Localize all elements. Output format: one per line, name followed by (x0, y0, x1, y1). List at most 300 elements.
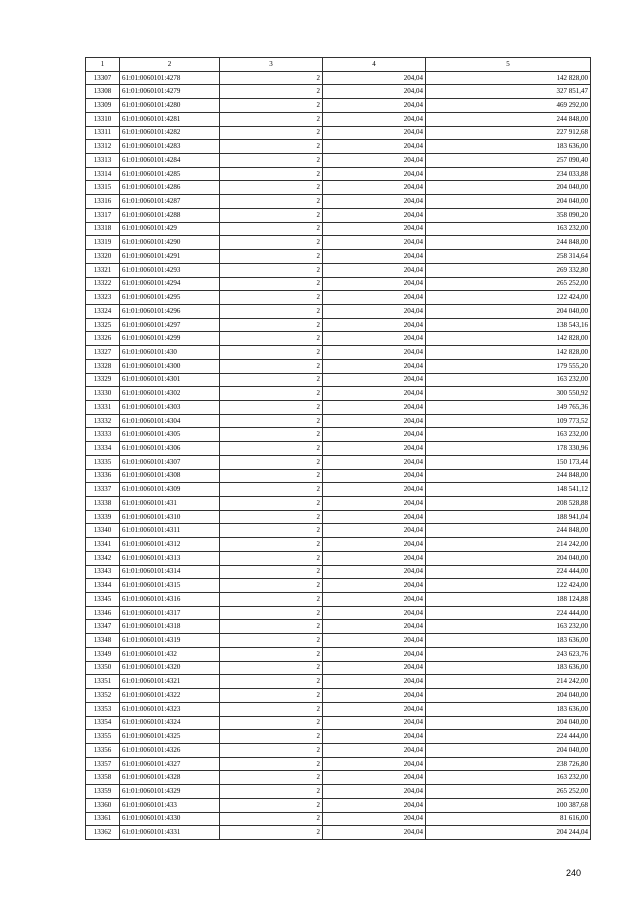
count-cell: 2 (220, 469, 323, 483)
count-cell: 2 (220, 263, 323, 277)
row-number-cell: 13336 (86, 469, 120, 483)
cadastral-number-cell: 61:01:0060101:4294 (120, 277, 220, 291)
cadastral-number-cell: 61:01:0060101:4293 (120, 263, 220, 277)
area-cell: 204,04 (323, 661, 426, 675)
row-number-cell: 13335 (86, 455, 120, 469)
row-number-cell: 13310 (86, 112, 120, 126)
count-cell: 2 (220, 538, 323, 552)
header-col-2: 2 (120, 58, 220, 72)
cadastral-number-cell: 61:01:0060101:4311 (120, 524, 220, 538)
area-cell: 204,04 (323, 812, 426, 826)
cadastral-number-cell: 61:01:0060101:4308 (120, 469, 220, 483)
area-cell: 204,04 (323, 304, 426, 318)
value-cell: 244 848,00 (426, 236, 591, 250)
data-table (85, 57, 591, 840)
count-cell: 2 (220, 140, 323, 154)
value-cell: 257 090,40 (426, 154, 591, 168)
header-col-4: 4 (323, 58, 426, 72)
value-cell: 214 242,00 (426, 538, 591, 552)
row-number-cell: 13314 (86, 167, 120, 181)
row-number-cell: 13319 (86, 236, 120, 250)
count-cell: 2 (220, 442, 323, 456)
count-cell: 2 (220, 236, 323, 250)
area-cell: 204,04 (323, 277, 426, 291)
table-row (86, 400, 591, 414)
value-cell: 244 848,00 (426, 469, 591, 483)
row-number-cell: 13340 (86, 524, 120, 538)
table-row (86, 140, 591, 154)
count-cell: 2 (220, 565, 323, 579)
table-row (86, 716, 591, 730)
area-cell: 204,04 (323, 359, 426, 373)
cadastral-number-cell: 61:01:0060101:4322 (120, 689, 220, 703)
row-number-cell: 13347 (86, 620, 120, 634)
area-cell: 204,04 (323, 606, 426, 620)
row-number-cell: 13342 (86, 551, 120, 565)
area-cell: 204,04 (323, 346, 426, 360)
row-number-cell: 13323 (86, 291, 120, 305)
value-cell: 204 040,00 (426, 195, 591, 209)
count-cell: 2 (220, 277, 323, 291)
count-cell: 2 (220, 154, 323, 168)
row-number-cell: 13358 (86, 771, 120, 785)
count-cell: 2 (220, 250, 323, 264)
count-cell: 2 (220, 195, 323, 209)
table-row (86, 565, 591, 579)
table-row (86, 675, 591, 689)
cadastral-number-cell: 61:01:0060101:4282 (120, 126, 220, 140)
value-cell: 269 332,80 (426, 263, 591, 277)
count-cell: 2 (220, 510, 323, 524)
value-cell: 265 252,00 (426, 277, 591, 291)
table-row (86, 428, 591, 442)
value-cell: 244 848,00 (426, 524, 591, 538)
table-row (86, 208, 591, 222)
value-cell: 204 040,00 (426, 743, 591, 757)
cadastral-number-cell: 61:01:0060101:4302 (120, 387, 220, 401)
cadastral-number-cell: 61:01:0060101:4287 (120, 195, 220, 209)
area-cell: 204,04 (323, 647, 426, 661)
area-cell: 204,04 (323, 99, 426, 113)
count-cell: 2 (220, 428, 323, 442)
count-cell: 2 (220, 167, 323, 181)
value-cell: 188 124,88 (426, 593, 591, 607)
table-row (86, 455, 591, 469)
row-number-cell: 13325 (86, 318, 120, 332)
cadastral-number-cell: 61:01:0060101:4316 (120, 593, 220, 607)
cadastral-number-cell: 61:01:0060101:4285 (120, 167, 220, 181)
table-row (86, 469, 591, 483)
row-number-cell: 13343 (86, 565, 120, 579)
cadastral-number-cell: 61:01:0060101:4295 (120, 291, 220, 305)
row-number-cell: 13357 (86, 757, 120, 771)
cadastral-number-cell: 61:01:0060101:4297 (120, 318, 220, 332)
area-cell: 204,04 (323, 455, 426, 469)
count-cell: 2 (220, 359, 323, 373)
header-row (86, 58, 591, 72)
row-number-cell: 13318 (86, 222, 120, 236)
count-cell: 2 (220, 647, 323, 661)
count-cell: 2 (220, 785, 323, 799)
cadastral-number-cell: 61:01:0060101:4286 (120, 181, 220, 195)
value-cell: 122 424,00 (426, 579, 591, 593)
count-cell: 2 (220, 524, 323, 538)
count-cell: 2 (220, 332, 323, 346)
cadastral-number-cell: 61:01:0060101:4290 (120, 236, 220, 250)
area-cell: 204,04 (323, 332, 426, 346)
area-cell: 204,04 (323, 195, 426, 209)
value-cell: 183 636,00 (426, 661, 591, 675)
table-row (86, 263, 591, 277)
table-row (86, 318, 591, 332)
table-row (86, 71, 591, 85)
area-cell: 204,04 (323, 85, 426, 99)
count-cell: 2 (220, 126, 323, 140)
row-number-cell: 13350 (86, 661, 120, 675)
cadastral-number-cell: 61:01:0060101:431 (120, 497, 220, 511)
row-number-cell: 13329 (86, 373, 120, 387)
count-cell: 2 (220, 387, 323, 401)
cadastral-number-cell: 61:01:0060101:4314 (120, 565, 220, 579)
row-number-cell: 13339 (86, 510, 120, 524)
count-cell: 2 (220, 812, 323, 826)
header-col-3: 3 (220, 58, 323, 72)
value-cell: 469 292,00 (426, 99, 591, 113)
row-number-cell: 13308 (86, 85, 120, 99)
table-row (86, 250, 591, 264)
count-cell: 2 (220, 99, 323, 113)
area-cell: 204,04 (323, 757, 426, 771)
table-row (86, 414, 591, 428)
value-cell: 224 444,00 (426, 730, 591, 744)
area-cell: 204,04 (323, 826, 426, 840)
row-number-cell: 13346 (86, 606, 120, 620)
area-cell: 204,04 (323, 538, 426, 552)
cadastral-number-cell: 61:01:0060101:4317 (120, 606, 220, 620)
area-cell: 204,04 (323, 771, 426, 785)
row-number-cell: 13341 (86, 538, 120, 552)
table-body (86, 71, 591, 839)
value-cell: 224 444,00 (426, 565, 591, 579)
value-cell: 258 314,64 (426, 250, 591, 264)
row-number-cell: 13349 (86, 647, 120, 661)
table-row (86, 647, 591, 661)
area-cell: 204,04 (323, 387, 426, 401)
cadastral-number-cell: 61:01:0060101:4305 (120, 428, 220, 442)
area-cell: 204,04 (323, 593, 426, 607)
row-number-cell: 13362 (86, 826, 120, 840)
count-cell: 2 (220, 318, 323, 332)
count-cell: 2 (220, 606, 323, 620)
count-cell: 2 (220, 798, 323, 812)
table-row (86, 524, 591, 538)
cadastral-number-cell: 61:01:0060101:4310 (120, 510, 220, 524)
value-cell: 214 242,00 (426, 675, 591, 689)
value-cell: 183 636,00 (426, 140, 591, 154)
cadastral-number-cell: 61:01:0060101:4327 (120, 757, 220, 771)
value-cell: 204 040,00 (426, 304, 591, 318)
header-col-1: 1 (86, 58, 120, 72)
table-row (86, 154, 591, 168)
cadastral-number-cell: 61:01:0060101:4312 (120, 538, 220, 552)
value-cell: 238 726,80 (426, 757, 591, 771)
count-cell: 2 (220, 400, 323, 414)
value-cell: 163 232,00 (426, 373, 591, 387)
area-cell: 204,04 (323, 126, 426, 140)
count-cell: 2 (220, 181, 323, 195)
count-cell: 2 (220, 593, 323, 607)
table-row (86, 689, 591, 703)
area-cell: 204,04 (323, 167, 426, 181)
cadastral-number-cell: 61:01:0060101:4331 (120, 826, 220, 840)
cadastral-number-cell: 61:01:0060101:433 (120, 798, 220, 812)
cadastral-number-cell: 61:01:0060101:4325 (120, 730, 220, 744)
table-row (86, 785, 591, 799)
count-cell: 2 (220, 716, 323, 730)
cadastral-number-cell: 61:01:0060101:4280 (120, 99, 220, 113)
value-cell: 100 387,68 (426, 798, 591, 812)
value-cell: 183 636,00 (426, 634, 591, 648)
row-number-cell: 13348 (86, 634, 120, 648)
count-cell: 2 (220, 346, 323, 360)
table-row (86, 702, 591, 716)
cadastral-number-cell: 61:01:0060101:4278 (120, 71, 220, 85)
area-cell: 204,04 (323, 497, 426, 511)
count-cell: 2 (220, 304, 323, 318)
row-number-cell: 13360 (86, 798, 120, 812)
count-cell: 2 (220, 112, 323, 126)
row-number-cell: 13351 (86, 675, 120, 689)
cadastral-number-cell: 61:01:0060101:4283 (120, 140, 220, 154)
row-number-cell: 13315 (86, 181, 120, 195)
row-number-cell: 13313 (86, 154, 120, 168)
count-cell: 2 (220, 579, 323, 593)
cadastral-number-cell: 61:01:0060101:4329 (120, 785, 220, 799)
row-number-cell: 13327 (86, 346, 120, 360)
area-cell: 204,04 (323, 181, 426, 195)
table-row (86, 826, 591, 840)
row-number-cell: 13312 (86, 140, 120, 154)
count-cell: 2 (220, 634, 323, 648)
table-row (86, 798, 591, 812)
value-cell: 204 040,00 (426, 689, 591, 703)
table-row (86, 497, 591, 511)
value-cell: 265 252,00 (426, 785, 591, 799)
value-cell: 150 173,44 (426, 455, 591, 469)
table-row (86, 195, 591, 209)
count-cell: 2 (220, 373, 323, 387)
table-row (86, 222, 591, 236)
row-number-cell: 13334 (86, 442, 120, 456)
table-row (86, 346, 591, 360)
value-cell: 81 616,00 (426, 812, 591, 826)
value-cell: 300 550,92 (426, 387, 591, 401)
value-cell: 142 828,00 (426, 71, 591, 85)
value-cell: 204 040,00 (426, 181, 591, 195)
cadastral-number-cell: 61:01:0060101:430 (120, 346, 220, 360)
table-row (86, 757, 591, 771)
value-cell: 122 424,00 (426, 291, 591, 305)
area-cell: 204,04 (323, 428, 426, 442)
cadastral-number-cell: 61:01:0060101:4321 (120, 675, 220, 689)
value-cell: 204 040,00 (426, 551, 591, 565)
row-number-cell: 13316 (86, 195, 120, 209)
cadastral-number-cell: 61:01:0060101:4291 (120, 250, 220, 264)
area-cell: 204,04 (323, 154, 426, 168)
area-cell: 204,04 (323, 236, 426, 250)
row-number-cell: 13326 (86, 332, 120, 346)
count-cell: 2 (220, 771, 323, 785)
row-number-cell: 13337 (86, 483, 120, 497)
table-row (86, 126, 591, 140)
table-row (86, 442, 591, 456)
table-row (86, 634, 591, 648)
value-cell: 243 623,76 (426, 647, 591, 661)
value-cell: 179 555,20 (426, 359, 591, 373)
area-cell: 204,04 (323, 442, 426, 456)
table-row (86, 181, 591, 195)
value-cell: 358 090,20 (426, 208, 591, 222)
table-row (86, 483, 591, 497)
table-row (86, 291, 591, 305)
count-cell: 2 (220, 414, 323, 428)
row-number-cell: 13328 (86, 359, 120, 373)
count-cell: 2 (220, 208, 323, 222)
table-row (86, 661, 591, 675)
table-row (86, 332, 591, 346)
table-row (86, 387, 591, 401)
count-cell: 2 (220, 620, 323, 634)
area-cell: 204,04 (323, 291, 426, 305)
row-number-cell: 13338 (86, 497, 120, 511)
area-cell: 204,04 (323, 551, 426, 565)
cadastral-number-cell: 61:01:0060101:4320 (120, 661, 220, 675)
row-number-cell: 13330 (86, 387, 120, 401)
count-cell: 2 (220, 455, 323, 469)
cadastral-number-cell: 61:01:0060101:4313 (120, 551, 220, 565)
value-cell: 204 244,04 (426, 826, 591, 840)
area-cell: 204,04 (323, 565, 426, 579)
row-number-cell: 13311 (86, 126, 120, 140)
cadastral-number-cell: 61:01:0060101:4288 (120, 208, 220, 222)
area-cell: 204,04 (323, 689, 426, 703)
table-row (86, 304, 591, 318)
count-cell: 2 (220, 730, 323, 744)
value-cell: 163 232,00 (426, 771, 591, 785)
table-row (86, 771, 591, 785)
row-number-cell: 13356 (86, 743, 120, 757)
cadastral-number-cell: 61:01:0060101:4301 (120, 373, 220, 387)
table-row (86, 730, 591, 744)
cadastral-number-cell: 61:01:0060101:432 (120, 647, 220, 661)
row-number-cell: 13317 (86, 208, 120, 222)
cadastral-number-cell: 61:01:0060101:4304 (120, 414, 220, 428)
cadastral-number-cell: 61:01:0060101:4284 (120, 154, 220, 168)
area-cell: 204,04 (323, 524, 426, 538)
value-cell: 142 828,00 (426, 346, 591, 360)
value-cell: 183 636,00 (426, 702, 591, 716)
row-number-cell: 13333 (86, 428, 120, 442)
area-cell: 204,04 (323, 469, 426, 483)
area-cell: 204,04 (323, 373, 426, 387)
row-number-cell: 13332 (86, 414, 120, 428)
value-cell: 163 232,00 (426, 428, 591, 442)
row-number-cell: 13307 (86, 71, 120, 85)
value-cell: 138 543,16 (426, 318, 591, 332)
table-row (86, 373, 591, 387)
value-cell: 244 848,00 (426, 112, 591, 126)
value-cell: 178 330,96 (426, 442, 591, 456)
area-cell: 204,04 (323, 222, 426, 236)
cadastral-number-cell: 61:01:0060101:4309 (120, 483, 220, 497)
area-cell: 204,04 (323, 208, 426, 222)
count-cell: 2 (220, 85, 323, 99)
cadastral-number-cell: 61:01:0060101:4324 (120, 716, 220, 730)
cadastral-number-cell: 61:01:0060101:4323 (120, 702, 220, 716)
table-row (86, 551, 591, 565)
value-cell: 327 851,47 (426, 85, 591, 99)
table-row (86, 606, 591, 620)
table-row (86, 85, 591, 99)
area-cell: 204,04 (323, 414, 426, 428)
value-cell: 208 528,88 (426, 497, 591, 511)
row-number-cell: 13345 (86, 593, 120, 607)
header-col-5: 5 (426, 58, 591, 72)
value-cell: 163 232,00 (426, 222, 591, 236)
count-cell: 2 (220, 551, 323, 565)
cadastral-number-cell: 61:01:0060101:4281 (120, 112, 220, 126)
area-cell: 204,04 (323, 510, 426, 524)
cadastral-number-cell: 61:01:0060101:4299 (120, 332, 220, 346)
value-cell: 234 033,88 (426, 167, 591, 181)
row-number-cell: 13309 (86, 99, 120, 113)
area-cell: 204,04 (323, 702, 426, 716)
cadastral-number-cell: 61:01:0060101:4319 (120, 634, 220, 648)
table-row (86, 99, 591, 113)
cadastral-number-cell: 61:01:0060101:4315 (120, 579, 220, 593)
value-cell: 227 912,68 (426, 126, 591, 140)
cadastral-number-cell: 61:01:0060101:4303 (120, 400, 220, 414)
area-cell: 204,04 (323, 400, 426, 414)
table-row (86, 538, 591, 552)
count-cell: 2 (220, 661, 323, 675)
area-cell: 204,04 (323, 263, 426, 277)
count-cell: 2 (220, 71, 323, 85)
table-row (86, 579, 591, 593)
table-row (86, 277, 591, 291)
cadastral-number-cell: 61:01:0060101:4279 (120, 85, 220, 99)
value-cell: 109 773,52 (426, 414, 591, 428)
table-row (86, 167, 591, 181)
table-row (86, 510, 591, 524)
row-number-cell: 13354 (86, 716, 120, 730)
value-cell: 149 765,36 (426, 400, 591, 414)
table-row (86, 620, 591, 634)
table-row (86, 812, 591, 826)
area-cell: 204,04 (323, 798, 426, 812)
count-cell: 2 (220, 743, 323, 757)
area-cell: 204,04 (323, 730, 426, 744)
cadastral-number-cell: 61:01:0060101:4300 (120, 359, 220, 373)
value-cell: 163 232,00 (426, 620, 591, 634)
value-cell: 224 444,00 (426, 606, 591, 620)
row-number-cell: 13352 (86, 689, 120, 703)
area-cell: 204,04 (323, 318, 426, 332)
count-cell: 2 (220, 675, 323, 689)
value-cell: 188 941,04 (426, 510, 591, 524)
row-number-cell: 13322 (86, 277, 120, 291)
page-number: 240 (566, 868, 582, 878)
